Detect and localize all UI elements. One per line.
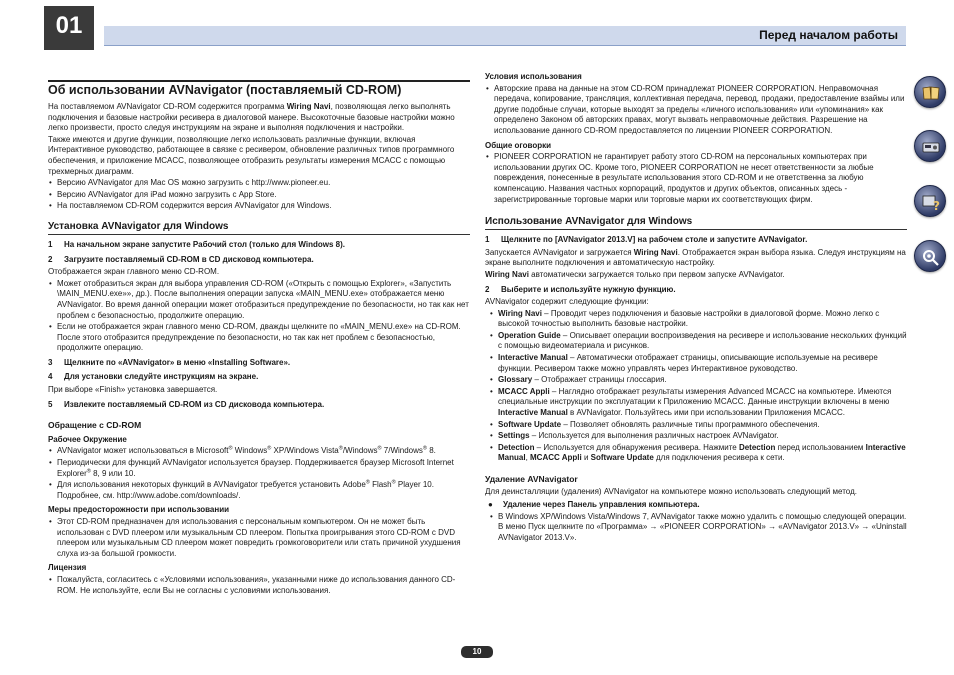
precaution-title: Меры предосторожности при использовании: [48, 505, 230, 515]
intro-paragraph: На поставляемом AVNavigator CD-ROM содержится программа Wiring Navi, позволяющая легко выполнять подключения и базовые настройки ресивера в диалоговой манере. Высокоточные базовые настройки можно легко произвести, просто следуя инструкциям на экране и выполняя подключения и настройки.: [48, 102, 455, 133]
list-item: ● Удаление через Панель управления компьютера.: [485, 500, 907, 511]
terms-bullets: [485, 84, 907, 137]
book-icon[interactable]: [914, 76, 946, 108]
list-item: • Авторские права на данные на этом CD-ROM принадлежат PIONEER CORPORATION. Неправомочная передача, копирование, трансляция, коллективная передача, перевод, продажи, предоставление взаймы или другие подобные случаи, которые выходят за пределы «личного использования» или «упоминания» как определено Законом об авторских правах, могут вызвать неправомочные действия. Разрешение на использование данного CD-ROM предоставляется по лицензии PIONEER CORPORATION.: [485, 84, 907, 137]
chapter-number: 01: [55, 12, 83, 39]
list-item: • Для использования некоторых функций в AVNavigator требуется установить Adobe® Flash® Player 10. Подробнее, см. http://www.adobe.com/downloads/.: [48, 480, 470, 501]
general-title: Общие оговорки: [485, 140, 552, 150]
use-step-2-text: AVNavigator содержит следующие функции:: [485, 297, 649, 307]
list-item: • Версию AVNavigator для Mac OS можно загрузить с http://www.pioneer.eu.: [48, 178, 470, 189]
step-4-text: При выборе «Finish» установка завершается.: [48, 385, 218, 395]
list-item: • Operation Guide – Описывает операции воспроизведения на ресивере и использование нескольких функций с помощью видеоматериала и рисунков.: [489, 331, 907, 352]
step-2-bullets: [48, 279, 470, 354]
environment-bullets: [48, 446, 470, 501]
page-title: Перед началом работы: [759, 28, 898, 42]
list-item: • В Windows XP/Windows Vista/Windows 7, AVNavigator также можно удалить с помощью следующей операции. В меню Пуск щелкните по «Программа» → «PIONEER CORPORATION» → «AVNavigator 2013.V» → «Uninstall AVNavigator 2013.V».: [489, 512, 907, 544]
intro-paragraph-2: Также имеются и другие функции, позволяющие легко использовать различные функции, включая Интерактивное руководство, работающее в связке с ресивером, обновление различных типов программного обеспечения, и приложение MCACC, позволяющее отобразить результаты измерения MCACC с помощью трехмерных диаграмм.: [48, 134, 455, 176]
intro-bullets: [48, 178, 470, 212]
use-step-1: 1 Щелкните по [AVNavigator 2013.V] на рабочем столе и запустите AVNavigator.: [485, 235, 808, 245]
uninstall-text: Для деинсталляции (удаления) AVNavigator на компьютере можно использовать следующий метод.: [485, 486, 857, 496]
svg-text:?: ?: [933, 199, 940, 212]
list-item: • Settings – Используется для выполнения различных настроек AVNavigator.: [489, 431, 907, 442]
list-item: • Этот CD-ROM предназначен для использования с персональным компьютером. Он не может быть использован с DVD плеером или музыкальным CD плеером. Попытка проигрывания этого CD-ROM с DVD плеером или музыкальным CD плеером может повредить громкоговорители или стать причиной ухудшения слуха из-за большой громкости.: [48, 517, 470, 559]
uninstall-methods: [485, 500, 907, 511]
list-item: • Glossary – Отображает страницы глоссария.: [489, 375, 907, 386]
list-item: • На поставляемом CD-ROM содержится версия AVNavigator для Windows.: [48, 201, 470, 212]
license-title: Лицензия: [48, 563, 87, 573]
list-item: • AVNavigator может использоваться в Microsoft® Windows® XP/Windows Vista®/Windows® 7/Windows® 8.: [48, 446, 470, 457]
list-item: • Interactive Manual – Автоматически отображает страницы, описывающие используемые на ресивере функции. Ресивером также можно управлять через Интерактивное руководство.: [489, 353, 907, 374]
step-1: 1 На начальном экране запустите Рабочий стол (только для Windows 8).: [48, 239, 345, 249]
step-2: 2 Загрузите поставляемый CD-ROM в CD дисковод компьютера.: [48, 254, 314, 264]
uninstall-bullets: [485, 512, 907, 544]
step-3: 3 Щелкните по «AVNavigator» в меню «Installing Software».: [48, 357, 291, 367]
use-step-1-text-2: Wiring Navi автоматически загружается только при первом запуске AVNavigator.: [485, 269, 785, 279]
license-bullets: [48, 575, 470, 596]
right-column: [485, 72, 907, 545]
receiver-icon[interactable]: [914, 130, 946, 162]
general-bullets: [485, 152, 907, 205]
list-item: • Detection – Используется для обнаружения ресивера. Нажмите Detection перед использованием Interactive Manual, MCACC Appli и Software Update для подключения ресивера к сети.: [489, 443, 907, 464]
use-step-2: 2 Выберите и используйте нужную функцию.: [485, 284, 676, 294]
step-5: 5 Извлеките поставляемый CD-ROM из CD дисковода компьютера.: [48, 399, 325, 409]
settings-icon[interactable]: [914, 240, 946, 272]
terms-title: Условия использования: [485, 72, 582, 81]
use-title: Использование AVNavigator для Windows: [485, 215, 907, 230]
list-item: • MCACC Appli – Наглядно отображает результаты измерения Advanced MCACC на компьютере. Имеются специальные инструкции по эксплуатации к Приложению MCACC. Данные инструкции включены в меню Interactive Manual в AVNavigator. Пользуйтесь ими при использовании Приложения MCACC.: [489, 387, 907, 419]
environment-title: Рабочее Окружение: [48, 434, 127, 444]
precaution-bullets: [48, 517, 470, 559]
help-icon[interactable]: [914, 185, 946, 217]
list-item: • Может отобразиться экран для выбора управления CD-ROM («Открыть с помощью Explorer», «Запустить \MAIN_MENU.exe»», др.). После выполнения операции запуска «MAIN_MENU.exe» отображается меню AVNavigator. Во время данной операции может отобразиться предупреждение по безопасности, но так как нет проблем с безопасностью, продолжите операцию.: [48, 279, 470, 321]
list-item: • Версию AVNavigator для iPad можно загрузить с App Store.: [48, 190, 470, 201]
list-item: • Wiring Navi – Проводит через подключения и базовые настройки в диалоговой форме. Можно легко с высокой точностью выполнить базовые настройки.: [489, 309, 907, 330]
cd-handling-title: Обращение с CD-ROM: [48, 420, 142, 431]
function-list: [485, 309, 907, 464]
step-2-text: Отображается экран главного меню CD-ROM.: [48, 267, 220, 277]
header-bar: [104, 26, 906, 46]
use-step-1-text: Запускается AVNavigator и загружается Wiring Navi. Отображается экран выбора языка. Следуя инструкциям на экране выполните подключения и автоматическую настройку.: [485, 247, 906, 268]
step-4: 4 Для установки следуйте инструкциям на экране.: [48, 372, 259, 382]
section-title: Об использовании AVNavigator (поставляемый CD-ROM): [48, 80, 470, 98]
left-column: [48, 80, 470, 597]
chapter-badge: [44, 6, 94, 50]
list-item: • Если не отображается экран главного меню CD-ROM, дважды щелкните по «MAIN_MENU.exe» на CD-ROM. После этого отобразится предупреждение по безопасности, но так как нет проблем с безопасностью, продолжите операцию.: [48, 322, 470, 354]
uninstall-title: Удаление AVNavigator: [485, 474, 578, 484]
list-item: • PIONEER CORPORATION не гарантирует работу этого CD-ROM на персональных компьютерах при использовании других ОС. Кроме того, PIONEER CORPORATION не несет ответственности за любые повреждения, понесенные в результате использования этого CD-ROM и не ответственна за любую компенсацию. Названия частных корпораций, продуктов и других объектов, описанных здесь - зарегистрированные торговые марки или торговые марки их соответствующих фирм.: [485, 152, 907, 205]
list-item: • Пожалуйста, согласитесь с «Условиями использования», указанными ниже до использования данного CD-ROM. Не используйте, если Вы не согласны с условиями использования.: [48, 575, 470, 596]
list-item: • Периодически для функций AVNavigator используется браузер. Поддерживается браузер Microsoft Internet Explorer® 8, 9 или 10.: [48, 458, 470, 479]
list-item: • Software Update – Позволяет обновлять различные типы программного обеспечения.: [489, 420, 907, 431]
install-title: Установка AVNavigator для Windows: [48, 220, 470, 235]
page-number: 10: [461, 646, 493, 658]
